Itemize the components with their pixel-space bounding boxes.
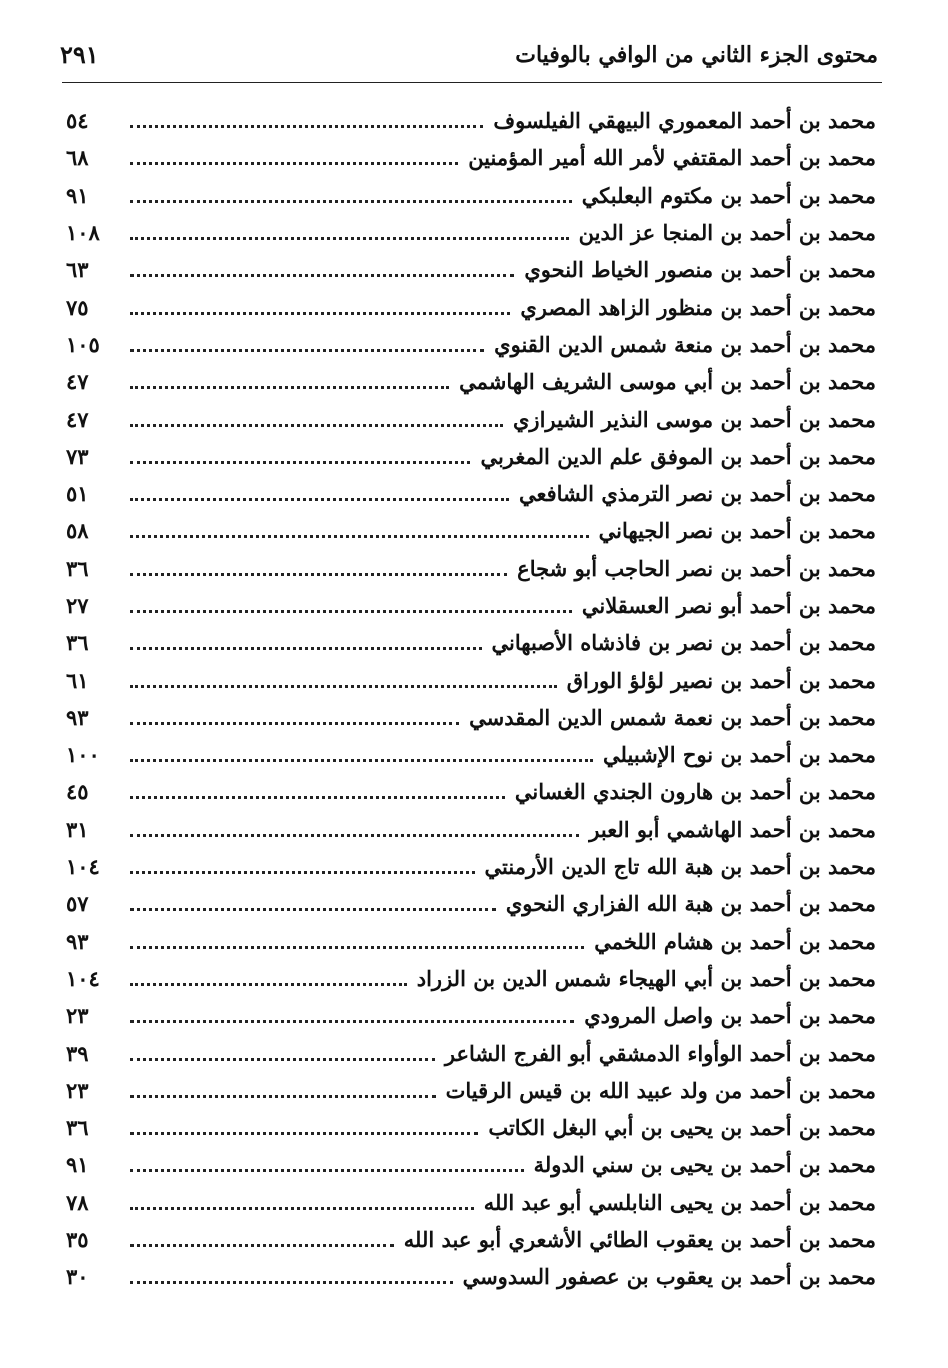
dot-leader	[130, 1281, 453, 1284]
dot-leader	[130, 1207, 474, 1210]
dot-leader	[130, 1169, 524, 1172]
dot-leader	[130, 237, 569, 240]
entry-page-number: ١٠٥	[66, 331, 100, 357]
entry-name: محمد بن أحمد بن هشام اللخمي	[594, 928, 876, 954]
entry-page-number: ٣٠	[66, 1264, 89, 1290]
entry-name: محمد بن أحمد أبو نصر العسقلاني	[581, 593, 876, 618]
index-entry	[66, 624, 876, 661]
entry-name: محمد بن أحمد بن مكتوم البعلبكي	[581, 182, 876, 208]
entry-page-number: ٣٩	[66, 1040, 89, 1066]
index-entry	[66, 363, 876, 400]
entry-name: محمد بن أحمد بن نصر الترمذي الشافعي	[518, 481, 876, 507]
index-entry	[66, 102, 876, 139]
index-entry	[66, 699, 876, 736]
entry-name: محمد بن أحمد بن أبي موسى الشريف الهاشمي	[459, 369, 876, 395]
entry-name: محمد بن أحمد بن نعمة شمس الدين المقدسي	[469, 704, 876, 730]
entry-name: محمد بن أحمد بن يعقوب بن عصفور السدوسي	[462, 1264, 876, 1290]
index-entry	[66, 848, 876, 885]
entry-page-number: ٤٥	[66, 779, 89, 805]
index-entries-list	[66, 102, 876, 1296]
entry-page-number: ١٠٨	[66, 220, 100, 246]
index-entry	[66, 550, 876, 587]
entry-name: محمد بن أحمد بن المنجا عز الدين	[578, 220, 876, 246]
entry-page-number: ٥٨	[66, 518, 89, 544]
entry-name: محمد بن أحمد بن أبي الهيجاء شمس الدين بن الزراد	[416, 965, 876, 991]
dot-leader	[130, 834, 579, 837]
entry-name: محمد بن أحمد بن يحيى النابلسي أبو عبد الله	[483, 1189, 876, 1215]
entry-page-number: ٢٣	[66, 1003, 89, 1029]
entry-name: محمد بن أحمد بن نصير لؤلؤ الوراق	[566, 667, 876, 693]
index-entry	[66, 997, 876, 1034]
entry-name: محمد بن أحمد بن نصر الحاجب أبو شجاع	[517, 555, 876, 581]
dot-leader	[130, 200, 572, 203]
entry-page-number: ٣١	[66, 816, 89, 842]
entry-page-number: ٧٥	[66, 294, 89, 320]
entry-page-number: ٧٣	[66, 443, 89, 469]
index-entry	[66, 736, 876, 773]
index-entry	[66, 251, 876, 288]
entry-name: محمد بن أحمد بن هبة الله الفزاري النحوي	[505, 891, 876, 917]
index-entry	[66, 1034, 876, 1071]
dot-leader	[130, 1020, 574, 1023]
entry-page-number: ٢٧	[66, 593, 89, 618]
entry-name: محمد بن أحمد المعموري البيهقي الفيلسوف	[493, 108, 876, 134]
entry-name: محمد بن أحمد بن يعقوب الطائي الأشعري أبو عبد الله	[403, 1227, 876, 1253]
dot-leader	[130, 386, 449, 389]
entry-name: محمد بن أحمد بن نصر بن فاذشاه الأصبهاني	[491, 630, 876, 656]
entry-page-number: ٦٨	[66, 145, 89, 171]
entry-page-number: ٧٨	[66, 1189, 89, 1215]
index-entry	[66, 773, 876, 810]
entry-page-number: ٣٦	[66, 630, 89, 656]
entry-page-number: ٩٣	[66, 928, 89, 954]
page-header	[60, 38, 878, 78]
page-number: ٢٩١	[60, 40, 99, 69]
index-entry	[66, 214, 876, 251]
entry-page-number: ٤٧	[66, 369, 89, 395]
dot-leader	[130, 722, 459, 725]
entry-page-number: ٥٤	[66, 108, 89, 134]
dot-leader	[130, 573, 507, 576]
entry-name: محمد بن أحمد بن منعة شمس الدين القنوي	[494, 331, 876, 357]
index-entry	[66, 1146, 876, 1183]
index-entry	[66, 288, 876, 325]
entry-page-number: ١٠٤	[66, 965, 100, 991]
dot-leader	[130, 759, 593, 762]
dot-leader	[130, 461, 470, 464]
index-entry	[66, 1072, 876, 1109]
entry-name: محمد بن أحمد بن يحيى بن أبي البغل الكاتب	[488, 1115, 876, 1141]
entry-name: محمد بن أحمد بن يحيى بن سني الدولة	[533, 1152, 876, 1178]
entry-page-number: ٦١	[66, 667, 89, 693]
dot-leader	[130, 1132, 478, 1135]
dot-leader	[130, 796, 505, 799]
index-entry	[66, 923, 876, 960]
dot-leader	[130, 349, 484, 352]
entry-name: محمد بن أحمد بن موسى النذير الشيرازي	[513, 406, 876, 432]
entry-page-number: ٢٣	[66, 1077, 89, 1103]
entry-page-number: ٥١	[66, 481, 89, 507]
entry-name: محمد بن أحمد بن هارون الجندي الغساني	[514, 779, 876, 805]
entry-page-number: ٦٣	[66, 257, 89, 283]
dot-leader	[130, 424, 503, 427]
entry-page-number: ٩١	[66, 1152, 89, 1178]
dot-leader	[130, 1244, 394, 1247]
entry-name: محمد بن أحمد بن منظور الزاهد المصري	[520, 294, 876, 320]
index-entry	[66, 587, 876, 624]
index-entry	[66, 811, 876, 848]
entry-page-number: ٩١	[66, 182, 89, 208]
index-entry	[66, 661, 876, 698]
dot-leader	[130, 685, 557, 688]
dot-leader	[130, 312, 510, 315]
running-title: محتوى الجزء الثاني من الوافي بالوفيات	[515, 42, 878, 68]
dot-leader	[130, 498, 509, 501]
index-entry	[66, 960, 876, 997]
index-entry	[66, 177, 876, 214]
entry-name: محمد بن أحمد بن نصر الجيهاني	[598, 518, 876, 544]
entry-page-number: ٥٧	[66, 891, 89, 917]
dot-leader	[130, 125, 483, 128]
dot-leader	[130, 647, 482, 650]
dot-leader	[130, 946, 584, 949]
entry-name: محمد بن أحمد بن واصل المرودي	[584, 1003, 876, 1029]
entry-name: محمد بن أحمد المقتفي لأمر الله أمير المؤمنين	[468, 145, 876, 171]
dot-leader	[130, 535, 589, 538]
index-entry	[66, 326, 876, 363]
entry-name: محمد بن أحمد بن منصور الخياط النحوي	[524, 257, 876, 283]
dot-leader	[130, 162, 458, 165]
index-entry	[66, 139, 876, 176]
dot-leader	[130, 274, 514, 277]
entry-page-number: ٩٣	[66, 704, 89, 730]
index-entry	[66, 438, 876, 475]
entry-name: محمد بن أحمد الهاشمي أبو العبر	[589, 816, 876, 842]
index-entry	[66, 885, 876, 922]
dot-leader	[130, 908, 496, 911]
index-entry	[66, 1109, 876, 1146]
index-entry	[66, 1258, 876, 1295]
dot-leader	[130, 610, 572, 613]
dot-leader	[130, 983, 407, 986]
index-entry	[66, 1184, 876, 1221]
entry-page-number: ٤٧	[66, 406, 89, 432]
index-entry	[66, 1221, 876, 1258]
dot-leader	[130, 871, 475, 874]
header-rule	[62, 82, 882, 83]
entry-name: محمد بن أحمد بن هبة الله تاج الدين الأرمنتي	[484, 854, 876, 880]
entry-page-number: ٣٥	[66, 1227, 89, 1253]
dot-leader	[130, 1058, 435, 1061]
index-entry	[66, 512, 876, 549]
entry-page-number: ٣٦	[66, 555, 89, 581]
index-entry	[66, 400, 876, 437]
entry-page-number: ١٠٤	[66, 854, 100, 880]
entry-name: محمد بن أحمد من ولد عبيد الله بن قيس الرقيات	[445, 1077, 876, 1103]
entry-name: محمد بن أحمد بن نوح الإشبيلي	[603, 742, 876, 768]
entry-name: محمد بن أحمد الوأواء الدمشقي أبو الفرج الشاعر	[444, 1040, 876, 1066]
entry-page-number: ٣٦	[66, 1115, 89, 1141]
entry-page-number: ١٠٠	[66, 742, 100, 768]
index-entry	[66, 475, 876, 512]
entry-name: محمد بن أحمد بن الموفق علم الدين المغربي	[480, 443, 876, 469]
dot-leader	[130, 1095, 436, 1098]
